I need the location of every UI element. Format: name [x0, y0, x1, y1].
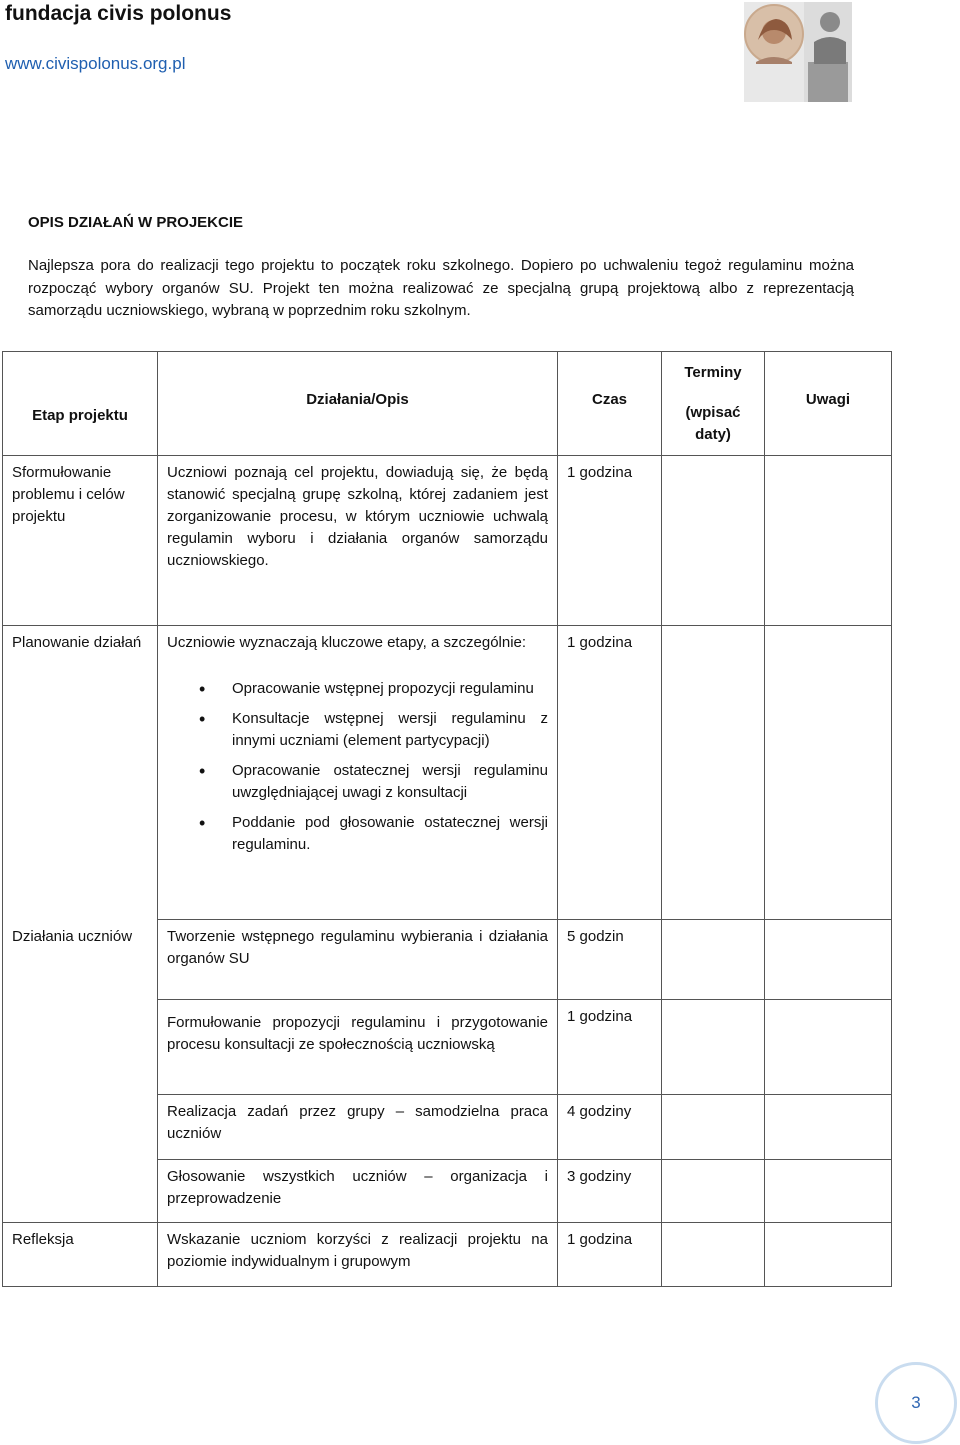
org-url-link[interactable]: www.civispolonus.org.pl	[5, 54, 186, 73]
header-terminy-line1: Terminy	[684, 363, 742, 381]
page-number: 3	[911, 1393, 921, 1412]
document-title: OPIS DZIAŁAŃ W PROJEKCIE	[28, 214, 244, 231]
steps-bullet-list	[167, 678, 548, 856]
opis-cell: Realizacja zadań przez grupy – samodzielna praca uczniów	[158, 1095, 558, 1160]
etap-cell: Sformułowanie problemu i celów projektu	[3, 456, 158, 626]
header-dzialania: Działania/Opis	[158, 352, 558, 456]
table-row	[3, 920, 892, 1000]
opis-cell: Formułowanie propozycji regulaminu i przygotowanie procesu konsultacji ze społecznością uczniowską	[158, 1000, 558, 1095]
czas-cell: 5 godzin	[558, 920, 662, 1000]
org-name: fundacja civis polonus	[5, 2, 232, 25]
uwagi-cell[interactable]	[765, 1000, 892, 1095]
page-number-badge	[875, 1362, 957, 1444]
czas-cell: 1 godzina	[558, 1223, 662, 1287]
terminy-cell[interactable]	[662, 456, 765, 626]
czas-cell: 3 godziny	[558, 1160, 662, 1223]
uwagi-cell[interactable]	[765, 1160, 892, 1223]
project-activities-table	[2, 351, 892, 1287]
table-header-row	[3, 352, 892, 456]
uwagi-cell[interactable]	[765, 920, 892, 1000]
table-row	[3, 1000, 892, 1095]
czas-cell: 1 godzina	[558, 1000, 662, 1095]
table-row	[3, 626, 892, 920]
list-item: • Opracowanie ostatecznej wersji regulaminu uwzględniającej uwagi z konsultacji	[167, 760, 548, 804]
table-row	[3, 1223, 892, 1287]
table-row	[3, 456, 892, 626]
terminy-cell[interactable]	[662, 920, 765, 1000]
etap-cell	[3, 1000, 158, 1095]
header-photo	[744, 2, 852, 102]
uwagi-cell[interactable]	[765, 1095, 892, 1160]
opis-cell: Uczniowi poznają cel projektu, dowiadują się, że będą stanowić specjalną grupę szkolną, której zadaniem jest zorganizowanie procesu, w którym uczniowie uchwalą regulamin wyboru i działania organów samorządu uczniowskiego.	[158, 456, 558, 626]
terminy-cell[interactable]	[662, 1095, 765, 1160]
terminy-cell[interactable]	[662, 1160, 765, 1223]
czas-cell: 1 godzina	[558, 626, 662, 920]
czas-cell: 1 godzina	[558, 456, 662, 626]
header-czas: Czas	[558, 352, 662, 456]
uwagi-cell[interactable]	[765, 456, 892, 626]
opis-cell	[158, 626, 558, 920]
opis-cell: Wskazanie uczniom korzyści z realizacji projektu na poziomie indywidualnym i grupowym	[158, 1223, 558, 1287]
table-row	[3, 1095, 892, 1160]
opis-intro-text: Uczniowie wyznaczają kluczowe etapy, a szczególnie:	[167, 634, 527, 651]
header-terminy-line2: (wpisać daty)	[685, 403, 741, 443]
list-item: • Konsultacje wstępnej wersji regulaminu z innymi uczniami (element partycypacji)	[167, 708, 548, 752]
etap-cell	[3, 1160, 158, 1223]
etap-cell: Działania uczniów	[3, 920, 158, 1000]
intro-paragraph: Najlepsza pora do realizacji tego projektu to początek roku szkolnego. Dopiero po uchwaleniu tegoż regulaminu można rozpocząć wybory organów SU. Projekt ten można realizować ze specjalną grupą projektową albo z reprezentacją samorządu uczniowskiego, wybraną w poprzednim roku szkolnym.	[28, 257, 854, 319]
terminy-cell[interactable]	[662, 626, 765, 920]
czas-cell: 4 godziny	[558, 1095, 662, 1160]
etap-cell: Refleksja	[3, 1223, 158, 1287]
etap-cell: Planowanie działań	[3, 626, 158, 920]
etap-cell	[3, 1095, 158, 1160]
opis-cell: Tworzenie wstępnego regulaminu wybierania i działania organów SU	[158, 920, 558, 1000]
list-item: • Poddanie pod głosowanie ostatecznej wersji regulaminu.	[167, 812, 548, 856]
header-terminy	[662, 352, 765, 456]
uwagi-cell[interactable]	[765, 1223, 892, 1287]
table-row	[3, 1160, 892, 1223]
terminy-cell[interactable]	[662, 1223, 765, 1287]
opis-cell: Głosowanie wszystkich uczniów – organizacja i przeprowadzenie	[158, 1160, 558, 1223]
terminy-cell[interactable]	[662, 1000, 765, 1095]
uwagi-cell[interactable]	[765, 626, 892, 920]
list-item: • Opracowanie wstępnej propozycji regulaminu	[167, 678, 548, 700]
header-uwagi: Uwagi	[765, 352, 892, 456]
header-etap: Etap projektu	[3, 352, 158, 456]
